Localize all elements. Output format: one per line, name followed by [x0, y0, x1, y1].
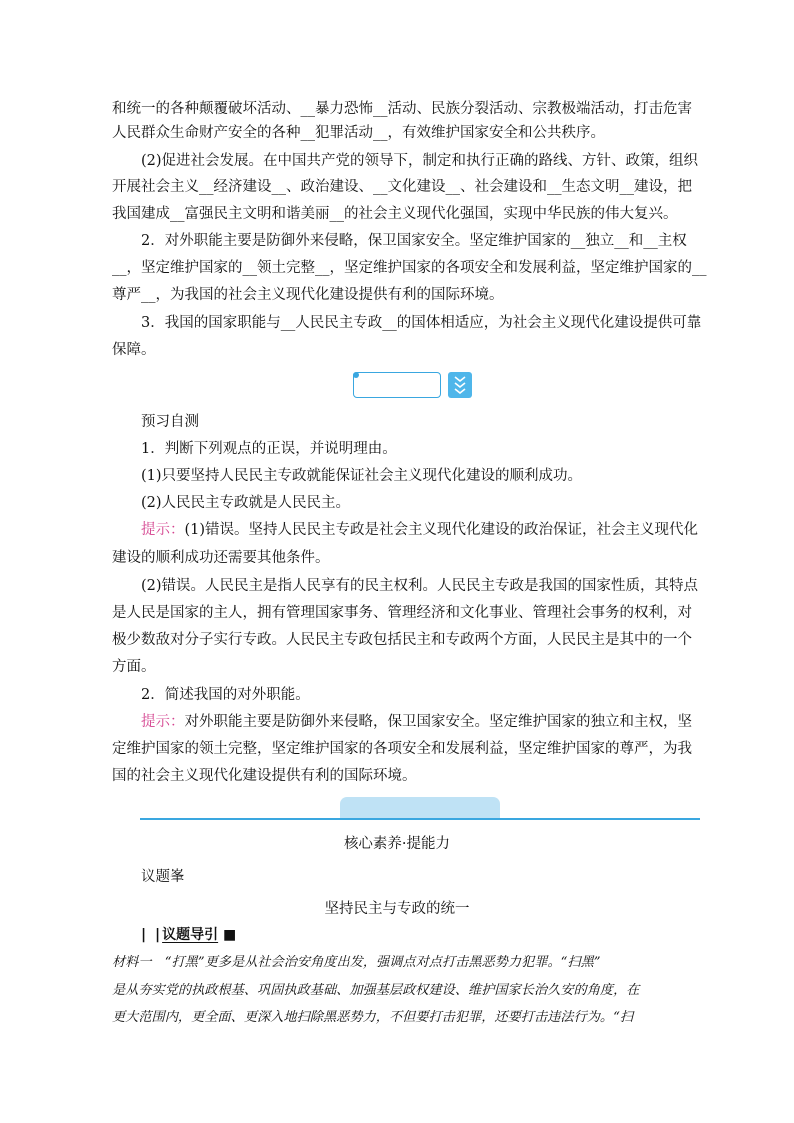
- blank-answer: __文化建设__: [373, 179, 460, 195]
- text-line: [112, 174, 692, 202]
- tip-2-line: 极少数敌对分子实行专政。人民民主专政包括民主和专政两个方面，人民民主是其中的一个: [112, 632, 692, 648]
- text-span: 3．我国的国家职能与: [141, 315, 281, 331]
- blank-answer: __暴力恐怖__: [300, 101, 388, 117]
- section-title: 核心素养·提能力: [343, 836, 451, 852]
- text-line: 保障。: [112, 342, 156, 358]
- blank-answer: 尊严__: [112, 287, 156, 303]
- material-line: 是从夯实党的执政根基、巩固执政基础、加强基层政权建设、维护国家长治久安的角度，在: [112, 983, 640, 998]
- dot-icon: [353, 372, 359, 378]
- text-line: (2)促进社会发展。在中国共产党的领导下，制定和执行正确的路线、方针、政策，组织: [141, 153, 699, 169]
- chevron-down-icon: [448, 372, 472, 398]
- blank-answer: __独立__: [570, 233, 629, 249]
- section-header-box: [353, 372, 441, 398]
- tip-label: 提示：: [141, 714, 185, 730]
- tip-2-line: 是人民是国家的主人，拥有管理国家事务、管理经济和文化事业、管理社会事务的权利，对: [112, 605, 692, 621]
- text-line: [112, 282, 684, 310]
- text-line: [112, 255, 707, 283]
- blank-answer: __富强民主文明和谐美丽__: [170, 206, 344, 222]
- text-line: [141, 310, 702, 338]
- question-1a: (1)只要坚持人民民主专政就能保证社会主义现代化建设的顺利成功。: [141, 468, 583, 484]
- text-span: 、政治建设、: [286, 179, 373, 195]
- blank-answer: __生态文明__: [547, 179, 634, 195]
- text-line: [112, 201, 684, 229]
- text-span: 建设，把: [634, 179, 692, 195]
- preview-heading: 预习自测: [141, 414, 199, 430]
- tip-text: 对外职能主要是防御外来侵略，保卫国家安全。坚定维护国家的独立和主权，坚: [184, 714, 692, 730]
- blank-answer: __: [112, 260, 127, 276]
- blank-answer: __经济建设__: [199, 179, 286, 195]
- question-2: 2．简述我国的对外职能。: [141, 687, 310, 703]
- text-line: [141, 228, 687, 256]
- text-line: [112, 120, 684, 148]
- material-line: 更大范围内，更全面、更深入地扫除黑恶势力，不但要打击犯罪，还要打击违法行为。“扫: [112, 1010, 634, 1025]
- tip-1-line: 建设的顺利成功还需要其他条件。: [112, 550, 330, 566]
- question-1: 1．判断下列观点的正误，并说明理由。: [141, 441, 397, 457]
- text-span: ，坚定维护国家的各项安全和发展利益，坚定维护国家的: [329, 260, 692, 276]
- blank-answer: __领土完整__: [242, 260, 330, 276]
- topic-title: 坚持民主与专政的统一: [324, 901, 470, 917]
- text-span: 、社会建设和: [460, 179, 547, 195]
- text-span: ，坚定维护国家的: [126, 260, 243, 276]
- question-1b: (2)人民民主专政就是人民民主。: [141, 495, 351, 511]
- section-divider: [140, 818, 700, 820]
- text-span: 的社会主义现代化强国，实现中华民族的伟大复兴。: [344, 206, 678, 222]
- guide-bars: | |: [141, 927, 163, 943]
- text-span: 和统一的各种颠覆破坏活动、: [112, 101, 301, 117]
- text-span: 的国体相适应，为社会主义现代化建设提供可靠: [396, 315, 702, 331]
- tip-text: (1)错误。坚持人民民主专政是社会主义现代化建设的政治保证，社会主义现代化: [184, 522, 699, 538]
- tip-2-line: 方面。: [112, 659, 156, 675]
- guide-mark: ■: [222, 927, 237, 943]
- blank-answer: __: [692, 260, 707, 276]
- text-span: ，有效维护国家安全和公共秩序。: [387, 125, 605, 141]
- guide-label: 议题导引: [162, 927, 219, 943]
- chevron-down-icon-glyph: [453, 374, 467, 394]
- text-span: 开展社会主义: [112, 179, 199, 195]
- text-span: 活动、民族分裂活动、宗教极端活动，打击危害: [387, 101, 692, 117]
- topic-label: 议题峯: [141, 869, 185, 885]
- tip-3-line: 国的社会主义现代化建设提供有利的国际环境。: [112, 768, 417, 784]
- tip-label: 提示：: [141, 522, 185, 538]
- material-line: 材料一 “打黑”更多是从社会治安角度出发，强调点对点打击黑恶势力犯罪。“扫黑”: [112, 955, 601, 970]
- text-span: 人民群众生命财产安全的各种: [112, 125, 301, 141]
- text-span: ，为我国的社会主义现代化建设提供有利的国际环境。: [155, 287, 504, 303]
- tip-2-line: (2)错误。人民民主是指人民享有的民主权利。人民民主专政是我国的国家性质，其特点: [141, 578, 699, 594]
- blank-answer: __人民民主专政__: [280, 315, 397, 331]
- text-span: 2．对外职能主要是防御外来侵略，保卫国家安全。坚定维护国家的: [141, 233, 571, 249]
- tip-3-line: 定维护国家的领土完整，坚定维护国家的各项安全和发展利益，坚定维护国家的尊严，为我: [112, 741, 692, 757]
- section-tab: [340, 797, 500, 819]
- text-span: 和: [628, 233, 644, 249]
- tip-1-line: [141, 517, 699, 545]
- guide-heading: [141, 925, 236, 945]
- tip-3-line: [141, 709, 692, 737]
- blank-answer: __犯罪活动__: [300, 125, 388, 141]
- blank-answer: __主权: [643, 233, 687, 249]
- text-span: 我国建成: [112, 206, 170, 222]
